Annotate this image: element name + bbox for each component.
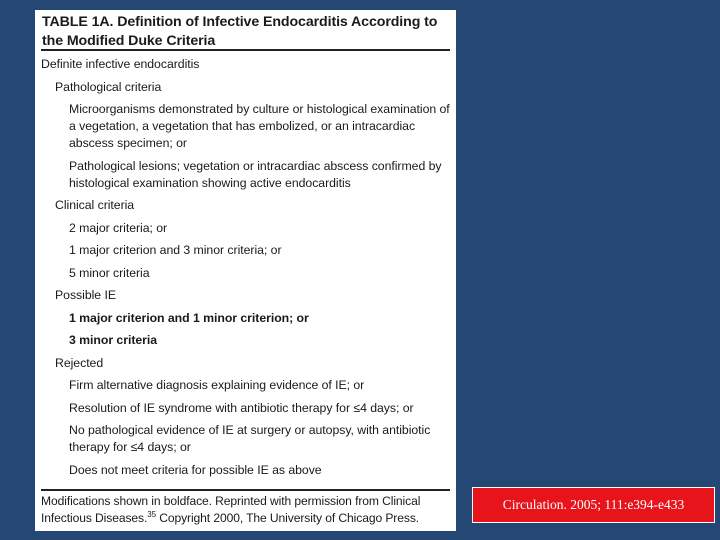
table-title-line-1: TABLE 1A. Definition of Infective Endocarditis According to xyxy=(42,14,438,30)
criteria-row: Pathological criteria xyxy=(55,79,162,94)
criteria-list xyxy=(41,51,450,479)
criteria-row: 5 minor criteria xyxy=(69,265,150,280)
criteria-row: Microorganisms demonstrated by culture or histological examination of a vegetation, a vegetation that has embolized, or an intracardiac abscess specimen; or xyxy=(69,102,450,150)
footer-divider xyxy=(41,489,450,491)
table-title-line-2: the Modified Duke Criteria xyxy=(42,33,216,49)
criteria-row: Does not meet criteria for possible IE as above xyxy=(69,462,322,477)
criteria-row: 1 major criterion and 1 minor criterion; or xyxy=(69,310,309,325)
criteria-row: 3 minor criteria xyxy=(69,333,158,347)
citation-text: Circulation. 2005; 111:e394-e433 xyxy=(502,497,685,512)
criteria-row: Rejected xyxy=(55,355,104,370)
footnote-text: Modifications shown in boldface. Reprinted with permission from Clinical Infectious Diseases. xyxy=(41,494,421,525)
criteria-row: Pathological lesions; vegetation or intracardiac abscess confirmed by histological examination showing active endocarditis xyxy=(69,158,442,190)
criteria-row: Definite infective endocarditis xyxy=(41,57,200,71)
criteria-row: Possible IE xyxy=(55,288,116,302)
criteria-row: 2 major criteria; or xyxy=(69,220,168,235)
criteria-row: No pathological evidence of IE at surgery or autopsy, with antibiotic therapy for ≤4 days; or xyxy=(69,423,431,454)
criteria-row: Resolution of IE syndrome with antibiotic therapy for ≤4 days; or xyxy=(69,400,414,415)
criteria-row: 1 major criterion and 3 minor criteria; or xyxy=(69,243,282,257)
citation-box xyxy=(472,487,715,523)
table-panel xyxy=(35,10,456,531)
criteria-row: Firm alternative diagnosis explaining evidence of IE; or xyxy=(69,378,365,392)
footnote-reference: 35 xyxy=(147,509,156,519)
criteria-row: Clinical criteria xyxy=(55,198,135,212)
footnote-copyright: Copyright 2000, The University of Chicago Press. xyxy=(155,511,420,525)
table-footnote xyxy=(41,493,450,527)
table-title xyxy=(41,10,450,51)
